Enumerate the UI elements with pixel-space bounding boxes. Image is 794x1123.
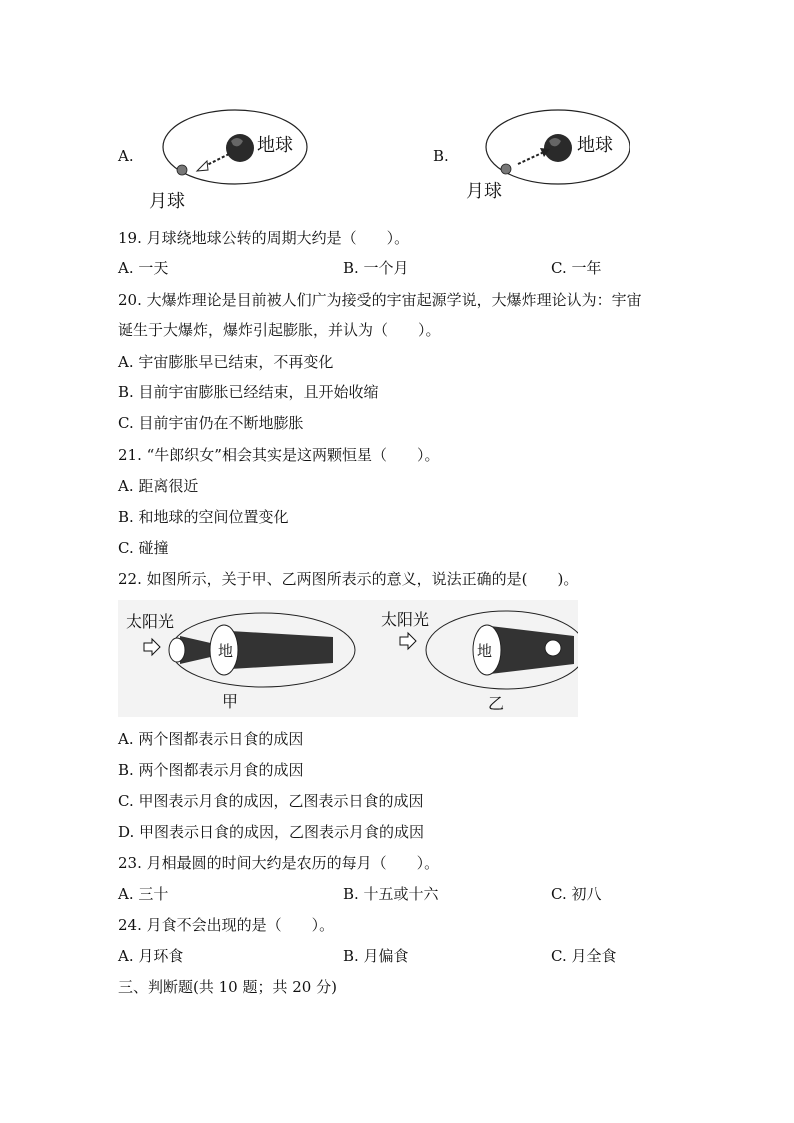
- q23-option-a: A. 三十: [118, 885, 169, 903]
- moon-icon: [177, 165, 187, 175]
- q22-option-d: D. 甲图表示日食的成因，乙图表示月食的成因: [118, 823, 425, 841]
- moon-icon: [169, 638, 185, 662]
- q23-option-c: C. 初八: [551, 885, 602, 903]
- question-22-stem: 22. 如图所示，关于甲、乙两图所表示的意义，说法正确的是( )。: [118, 570, 579, 588]
- q24-option-b: B. 月偏食: [343, 947, 409, 965]
- question-20-stem-line1: 20. 大爆炸理论是目前被人们广为接受的宇宙起源学说，大爆炸理论认为：宇宙: [118, 291, 642, 309]
- q19-option-c: C. 一年: [551, 259, 602, 277]
- earth-shadow: [230, 631, 333, 669]
- earth-icon: [226, 134, 254, 162]
- direction-arrow: [518, 152, 544, 164]
- q22-option-a: A. 两个图都表示日食的成因: [118, 730, 304, 748]
- moon-label: 月球: [466, 181, 502, 202]
- option-b-label: B.: [433, 147, 449, 165]
- q21-option-a: A. 距离很近: [118, 477, 199, 495]
- eclipse-figure: [118, 600, 578, 717]
- q20-option-c: C. 目前宇宙仍在不断地膨胀: [118, 414, 304, 432]
- figure-caption: 乙: [488, 694, 505, 713]
- sunlight-label: 太阳光: [126, 612, 175, 631]
- q22-option-c: C. 甲图表示月食的成因，乙图表示日食的成因: [118, 792, 424, 810]
- q23-option-b: B. 十五或十六: [343, 885, 439, 903]
- q19-option-b: B. 一个月: [343, 259, 409, 277]
- orbit-figure-a: [145, 105, 315, 215]
- q21-option-b: B. 和地球的空间位置变化: [118, 508, 289, 526]
- q24-option-c: C. 月全食: [551, 947, 617, 965]
- question-21-stem: 21. “牛郎织女”相会其实是这两颗恒星（ ）。: [118, 446, 440, 464]
- earth-icon: [544, 134, 572, 162]
- moon-icon: [501, 164, 511, 174]
- question-19-stem: 19. 月球绕地球公转的周期大约是（ ）。: [118, 229, 410, 247]
- q20-option-a: A. 宇宙膨胀早已结束，不再变化: [118, 353, 334, 371]
- q19-option-a: A. 一天: [118, 259, 169, 277]
- question-20-stem-line2: 诞生于大爆炸，爆炸引起膨胀，并认为（ ）。: [118, 321, 441, 339]
- sunlight-label: 太阳光: [381, 610, 430, 629]
- moon-label: 月球: [149, 191, 185, 212]
- q21-option-c: C. 碰撞: [118, 539, 169, 557]
- earth-label: 地球: [257, 135, 293, 156]
- question-23-stem: 23. 月相最圆的时间大约是农历的每月（ ）。: [118, 854, 440, 872]
- section-3-title: 三、判断题(共 10 题；共 20 分): [118, 978, 337, 996]
- orbit-figure-b: [460, 105, 630, 215]
- earth-label: 地球: [577, 135, 613, 156]
- figure-caption: 甲: [222, 692, 239, 711]
- option-a-label: A.: [118, 147, 134, 165]
- q20-option-b: B. 目前宇宙膨胀已经结束，且开始收缩: [118, 383, 379, 401]
- earth-label: 地: [477, 642, 493, 660]
- question-24-stem: 24. 月食不会出现的是（ ）。: [118, 916, 335, 934]
- earth-label: 地: [218, 642, 234, 660]
- q22-option-b: B. 两个图都表示月食的成因: [118, 761, 304, 779]
- moon-icon: [545, 640, 561, 656]
- q24-option-a: A. 月环食: [118, 947, 184, 965]
